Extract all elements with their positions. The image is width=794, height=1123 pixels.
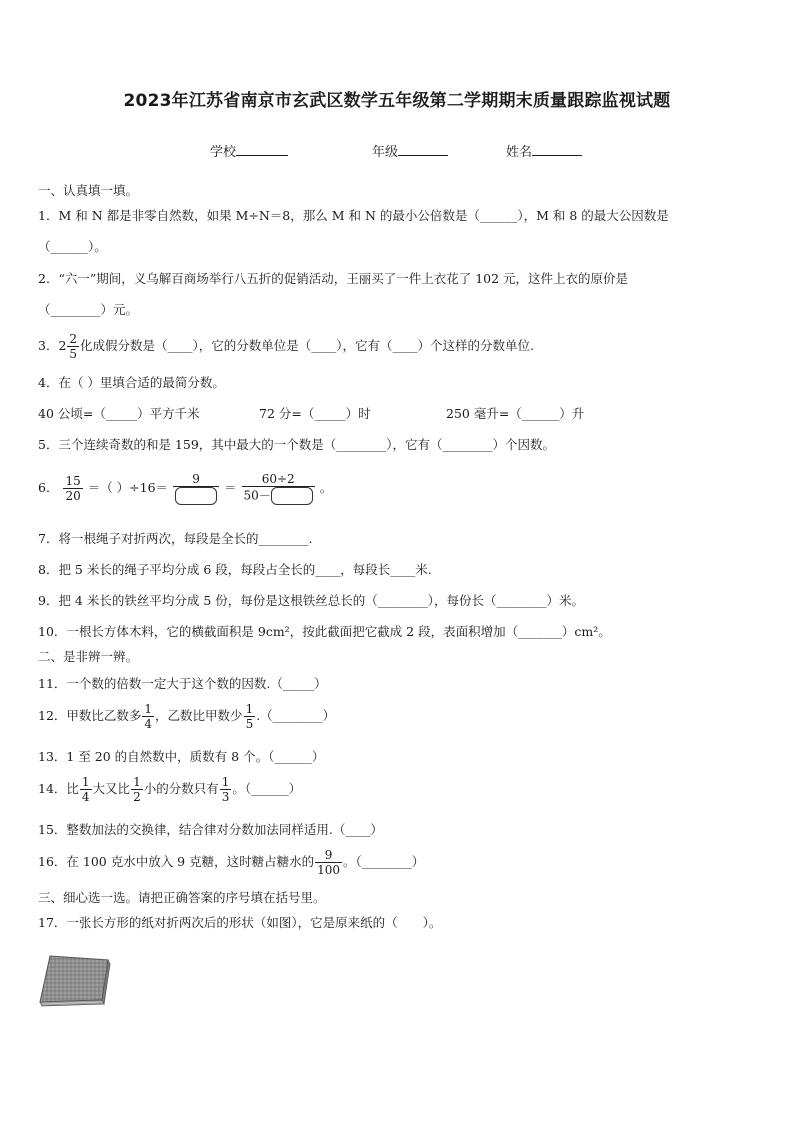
answer-box[interactable]: [271, 487, 313, 505]
grade-field[interactable]: [372, 141, 448, 160]
name-field[interactable]: [506, 141, 582, 160]
answer-box[interactable]: [175, 487, 217, 505]
question-14: 14．比 $\frac{1}{4}$ 大又比 $\frac{1}{2}$ 小的分数只有 $\frac{1}{3}$ 。（______）: [38, 775, 302, 804]
question-10: 10．一根长方体木料，它的横截面积是 9cm²，按此截面把它截成 2 段，表面积增加（_______）cm²。: [38, 624, 611, 639]
question-5: 5．三个连续奇数的和是 159，其中最大的一个数是（________），它有（________）个因数。: [38, 437, 556, 452]
question-2-line-1: 2．“六一”期间，义乌解百商场举行八五折的促销活动，王丽买了一件上衣花了 102 元，这件上衣的原价是: [38, 271, 629, 286]
question-13: 13．1 至 20 的自然数中，质数有 8 个。（______）: [38, 749, 325, 764]
question-1-line-2: （______）。: [38, 239, 107, 254]
question-4: 4．在（ ）里填合适的最简分数。: [38, 375, 225, 390]
question-4-choice-2: 72 分=（_____）时: [259, 406, 371, 421]
fraction: $\frac{1}{5}$: [245, 702, 254, 731]
question-15: 15．整数加法的交换律，结合律对分数加法同样适用.（____）: [38, 822, 383, 837]
fraction: $\frac{60\div 2}{50-}$: [242, 472, 315, 505]
grade-blank[interactable]: [398, 141, 448, 156]
page-title: 2023年江苏省南京市玄武区数学五年级第二学期期末质量跟踪监视试题: [123, 91, 671, 111]
school-field[interactable]: [210, 141, 288, 160]
question-3: 3．2 $\frac{2}{5}$ 化成假分数是（____），它的分数单位是（____），它有（____）个这样的分数单位.: [38, 332, 535, 361]
question-7: 7．将一根绳子对折两次，每段是全长的________.: [38, 531, 313, 546]
grade-label: 年级: [372, 145, 399, 160]
fraction: $\frac{1}{2}$: [133, 775, 141, 804]
fraction: $\frac{9}{100}$: [317, 848, 341, 877]
fraction: $\frac{15}{20}$: [65, 474, 81, 503]
question-4-choice-3: 250 毫升=（______）升: [446, 406, 585, 421]
question-6: 6． $\frac{15}{20}$ ＝（ ）÷16＝ 9 ＝ $\frac{60\div 2}{50-}$ 。: [38, 472, 333, 503]
section-heading-1: 一、认真填一填。: [38, 183, 139, 198]
question-4-choice-1: 40 公顷=（_____）平方千米: [38, 406, 200, 421]
question-12: 12．甲数比乙数多 $\frac{1}{4}$ ，乙数比甲数少 $\frac{1}{5}$ .（________）: [38, 702, 336, 731]
question-8: 8．把 5 米长的绳子平均分成 6 段，每段占全长的____，每段长____米.: [38, 562, 432, 577]
school-blank[interactable]: [236, 141, 288, 156]
fraction: 9: [173, 472, 219, 505]
section-heading-3: 三、细心选一选。请把正确答案的序号填在括号里。: [38, 890, 326, 905]
folded-paper-image: [36, 952, 112, 1008]
question-2-line-2: （________）元。: [38, 302, 139, 317]
question-1-line-1: 1．M 和 N 都是非零自然数，如果 M÷N＝8，那么 M 和 N 的最小公倍数是（______），M 和 8 的最大公因数是: [38, 208, 669, 223]
name-label: 姓名: [506, 145, 533, 160]
school-label: 学校: [210, 145, 237, 160]
question-16: 16．在 100 克水中放入 9 克糖，这时糖占糖水的 $\frac{9}{100}$ 。（________）: [38, 848, 425, 877]
question-11: 11．一个数的倍数一定大于这个数的因数.（_____）: [38, 676, 327, 691]
name-blank[interactable]: [532, 141, 582, 156]
fraction: $\frac{2}{5}$: [69, 332, 78, 361]
fraction: $\frac{1}{4}$: [81, 775, 90, 804]
fraction: $\frac{1}{4}$: [144, 702, 153, 731]
question-9: 9．把 4 米长的铁丝平均分成 5 份，每份是这根铁丝总长的（________），每份长（________）米。: [38, 593, 585, 608]
section-heading-2: 二、是非辨一辨。: [38, 649, 139, 664]
fraction: $\frac{1}{3}$: [221, 775, 230, 804]
question-17: 17．一张长方形的纸对折两次后的形状（如图），它是原来纸的（ ）。: [38, 915, 442, 930]
mixed-number-whole: 2: [58, 338, 67, 353]
